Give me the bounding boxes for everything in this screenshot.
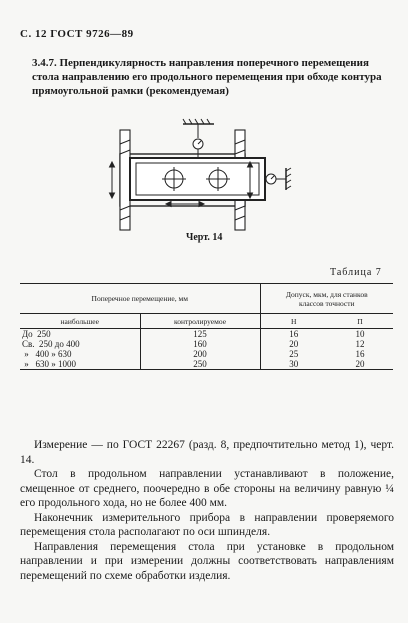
rectangular-frame bbox=[130, 158, 265, 200]
row-range: » 400 » 630 bbox=[24, 349, 72, 359]
row-range: » 630 » 1000 bbox=[20, 359, 140, 370]
row-class-p: 12 bbox=[355, 339, 365, 349]
row-class-h: 20 bbox=[260, 339, 327, 349]
row-range: Св. 250 до 400 bbox=[22, 339, 80, 349]
body-text bbox=[20, 438, 394, 583]
table-row bbox=[20, 349, 393, 359]
row-class-p: 16 bbox=[355, 349, 365, 359]
row-class-h: 25 bbox=[260, 349, 327, 359]
section-title-text: Перпендикулярность направления поперечного перемещения стола направлению его продольного перемещения при обходе контура прямоугольной рамки (рекомендуемая) bbox=[32, 57, 382, 97]
paragraph-measurement: Измерение — по ГОСТ 22267 (разд. 8, предпочтительно метод 1), черт. 14. bbox=[20, 439, 394, 466]
figure-caption: Черт. 14 bbox=[186, 232, 223, 243]
paragraph-table-position: Стол в продольном направлении устанавливают в положение, смещенное от среднего, поочередно в обе стороны на величину равную ¼ его продольного хода, но не более 400 мм. bbox=[20, 468, 394, 509]
subheader-largest: наибольшее bbox=[20, 314, 140, 329]
row-controlled: 250 bbox=[140, 359, 260, 370]
table-row bbox=[20, 329, 393, 340]
row-class-h: 16 bbox=[260, 329, 327, 340]
header-move: Поперечное перемещение, мм bbox=[20, 284, 260, 314]
figure-diagram bbox=[100, 118, 310, 233]
section-title bbox=[32, 56, 392, 98]
row-class-p: 10 bbox=[355, 329, 365, 339]
header-tolerance bbox=[260, 284, 393, 314]
left-rail bbox=[120, 130, 130, 230]
table-label: Таблица 7 bbox=[330, 267, 382, 278]
subheader-class-h: Н bbox=[260, 314, 327, 329]
header-tolerance-line2: классов точности bbox=[298, 298, 355, 308]
row-class-h: 30 bbox=[260, 359, 327, 370]
subheader-class-p: П bbox=[327, 314, 393, 329]
row-controlled: 125 bbox=[140, 329, 260, 340]
row-range: До 250 bbox=[22, 329, 51, 339]
tolerance-table bbox=[20, 283, 393, 370]
page-header: С. 12 ГОСТ 9726—89 bbox=[20, 28, 134, 40]
row-class-p: 20 bbox=[327, 359, 393, 370]
row-controlled: 160 bbox=[140, 339, 260, 349]
row-controlled: 200 bbox=[140, 349, 260, 359]
table-row bbox=[20, 359, 393, 370]
header-tolerance-line1: Допуск, мкм, для станков bbox=[285, 289, 368, 299]
subheader-controlled: контролируемое bbox=[140, 314, 260, 329]
paragraph-indicator-tip: Наконечник измерительного прибора в направлении проверяемого перемещения стола располагают по оси шпинделя. bbox=[20, 511, 394, 538]
paragraph-directions: Направления перемещения стола при установке в продольном направлении и при измерении должны соответствовать направлениям перемещений по схеме обработки изделия. bbox=[20, 540, 394, 582]
table-row bbox=[20, 339, 393, 349]
section-number: 3.4.7. bbox=[32, 57, 57, 69]
